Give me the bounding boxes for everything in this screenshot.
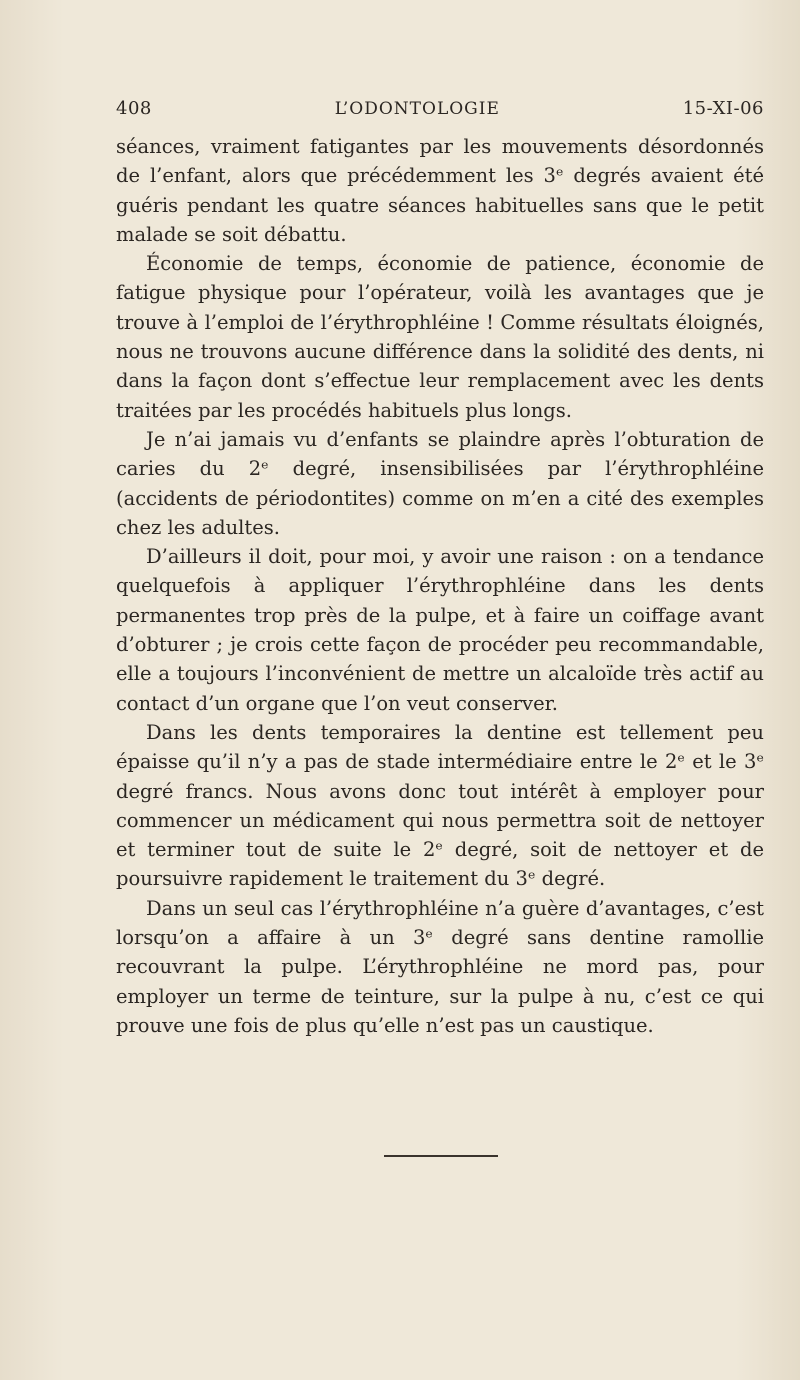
issue-date: 15-XI-06 (682, 98, 764, 119)
body-text (116, 132, 764, 1040)
page-number: 408 (116, 98, 152, 119)
paragraph-4: D’ailleurs il doit, pour moi, y avoir une raison : on a tendance quelquefois à appliquer l’érythrophléine dans les dents permanentes trop près de la pulpe, et à faire un coiffage avant d’obturer ; je crois cette façon de procéder peu recommandable, elle a toujours l’inconvénient de mettre un alcaloïde très actif au contact d’un organe que l’on veut conserver. (116, 545, 764, 715)
paragraph-3: Je n’ai jamais vu d’enfants se plaindre après l’obturation de caries du 2ᵉ degré, insensibilisées par l’érythrophléine (accidents de périodontites) comme on m’en a cité des exemples chez les adultes. (116, 427, 764, 539)
paragraph-2: Économie de temps, économie de patience, économie de fatigue physique pour l’opérateur, voilà les avantages que je trouve à l’emploi de l’érythrophléine ! Comme résultats éloignés, nous ne trouvons aucune différence dans la solidité des dents, ni dans la façon dont s’effectue leur remplacement avec les dents traitées par les procédés habituels plus longs. (116, 252, 764, 422)
book-page (116, 98, 764, 1040)
paragraph-6: Dans un seul cas l’érythrophléine n’a guère d’avantages, c’est lorsqu’on a affaire à un 3ᵉ degré sans dentine ramollie recouvrant la pulpe. L’érythrophléine ne mord pas, pour employer un terme de teinture, sur la pulpe à nu, c’est ce qui prouve une fois de plus qu’elle n’est pas un caustique. (116, 896, 764, 1037)
paragraph-1: séances, vraiment fatigantes par les mouvements désordonnés de l’enfant, alors que précédemment les 3ᵉ degrés avaient été guéris pendant les quatre séances habituelles sans que le petit malade se soit débattu. (116, 135, 764, 246)
paragraph-5: Dans les dents temporaires la dentine est tellement peu épaisse qu’il n’y a pas de stade intermédiaire entre le 2ᵉ et le 3ᵉ degré francs. Nous avons donc tout intérêt à employer pour commencer un médicament qui nous permettra soit de nettoyer et terminer tout de suite le 2ᵉ degré, soit de nettoyer et de poursuivre rapidement le traitement du 3ᵉ degré. (116, 720, 764, 891)
journal-title: L’ODONTOLOGIE (334, 99, 500, 119)
running-header (116, 98, 764, 132)
section-divider-rule (384, 1155, 498, 1157)
